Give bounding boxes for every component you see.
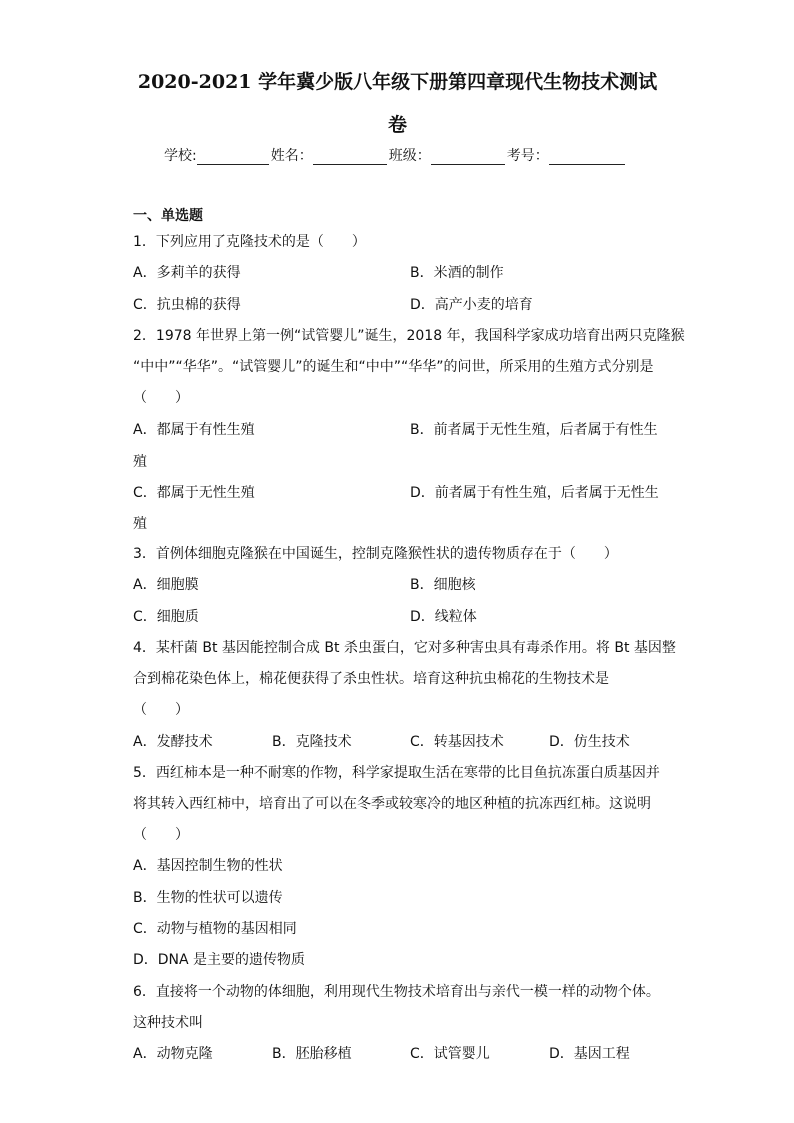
- question-4-option-d: D．仿生技术: [549, 734, 630, 750]
- page-title-continued: 卷: [387, 114, 407, 136]
- question-2-option-a: A．都属于有性生殖: [133, 422, 255, 438]
- exam-number-label: 考号：: [506, 148, 549, 164]
- question-3-option-b: B．细胞核: [410, 577, 476, 593]
- question-3-option-c: C．细胞质: [133, 609, 199, 625]
- name-label: 姓名：: [270, 148, 313, 164]
- question-5-option-c: C．动物与植物的基因相同: [133, 921, 297, 937]
- question-2-option-c: C．都属于无性生殖: [133, 485, 255, 501]
- name-blank[interactable]: [313, 148, 387, 165]
- question-1-option-c: C．抗虫棉的获得: [133, 297, 241, 313]
- question-6-stem-line-2: 这种技术叫: [133, 1015, 203, 1031]
- question-3-option-a: A．细胞膜: [133, 577, 199, 593]
- question-2-option-d-continued: 殖: [133, 516, 147, 532]
- question-4-stem-line-2: 合到棉花染色体上，棉花便获得了杀虫性状。培育这种抗虫棉花的生物技术是: [133, 671, 609, 687]
- student-info-row: [164, 145, 627, 165]
- question-3-option-d: D．线粒体: [410, 609, 477, 625]
- question-2-stem-line-3: （ ）: [133, 390, 189, 406]
- class-blank[interactable]: [431, 148, 505, 165]
- question-5-stem-line-3: （ ）: [133, 827, 189, 843]
- question-6-option-c: C．试管婴儿: [410, 1046, 490, 1062]
- question-4-stem-line-1: 4．某杆菌 Bt 基因能控制合成 Bt 杀虫蛋白，它对多种害虫具有毒杀作用。将 Bt 基因整: [133, 640, 676, 656]
- question-1-option-d: D．高产小麦的培育: [410, 297, 533, 313]
- question-2-option-b: B．前者属于无性生殖，后者属于有性生: [410, 422, 658, 438]
- question-5-option-d: D．DNA 是主要的遗传物质: [133, 952, 306, 968]
- question-4-stem-line-3: （ ）: [133, 702, 189, 718]
- question-2-option-b-continued: 殖: [133, 454, 147, 470]
- question-2-stem-line-1: 2．1978 年世界上第一例“试管婴儿”诞生，2018 年，我国科学家成功培育出两只克隆猴: [133, 328, 685, 344]
- question-6-option-b: B．胚胎移植: [272, 1046, 352, 1062]
- question-5-option-b: B．生物的性状可以遗传: [133, 890, 283, 906]
- question-1-option-a: A．多莉羊的获得: [133, 265, 241, 281]
- question-5-stem-line-2: 将其转入西红柿中，培育出了可以在冬季或较寒冷的地区种植的抗冻西红柿。这说明: [133, 796, 651, 812]
- question-3-stem: 3．首例体细胞克隆猴在中国诞生，控制克隆猴性状的遗传物质存在于（ ）: [133, 546, 618, 562]
- class-label: 班级：: [388, 148, 431, 164]
- school-blank[interactable]: [197, 148, 269, 165]
- question-2-option-d: D．前者属于有性生殖，后者属于无性生: [410, 485, 659, 501]
- question-6-stem-line-1: 6．直接将一个动物的体细胞，利用现代生物技术培育出与亲代一模一样的动物个体。: [133, 984, 660, 1000]
- exam-number-blank[interactable]: [549, 148, 625, 165]
- question-6-option-a: A．动物克隆: [133, 1046, 213, 1062]
- section-heading: 一、单选题: [133, 208, 203, 224]
- school-label: 学校:: [164, 148, 197, 164]
- question-4-option-c: C．转基因技术: [410, 734, 504, 750]
- question-5-option-a: A．基因控制生物的性状: [133, 858, 283, 874]
- question-5-stem-line-1: 5．西红柿本是一种不耐寒的作物，科学家提取生活在寒带的比目鱼抗冻蛋白质基因并: [133, 765, 660, 781]
- page-title: 2020-2021 学年冀少版八年级下册第四章现代生物技术测试: [137, 71, 658, 93]
- question-4-option-b: B．克隆技术: [272, 734, 352, 750]
- question-2-stem-line-2: “中中”“华华”。“试管婴儿”的诞生和“中中”“华华”的问世，所采用的生殖方式分别是: [133, 359, 654, 375]
- question-4-option-a: A．发酵技术: [133, 734, 213, 750]
- question-1-option-b: B．米酒的制作: [410, 265, 504, 281]
- question-1-stem: 1．下列应用了克隆技术的是（ ）: [133, 234, 366, 250]
- question-6-option-d: D．基因工程: [549, 1046, 630, 1062]
